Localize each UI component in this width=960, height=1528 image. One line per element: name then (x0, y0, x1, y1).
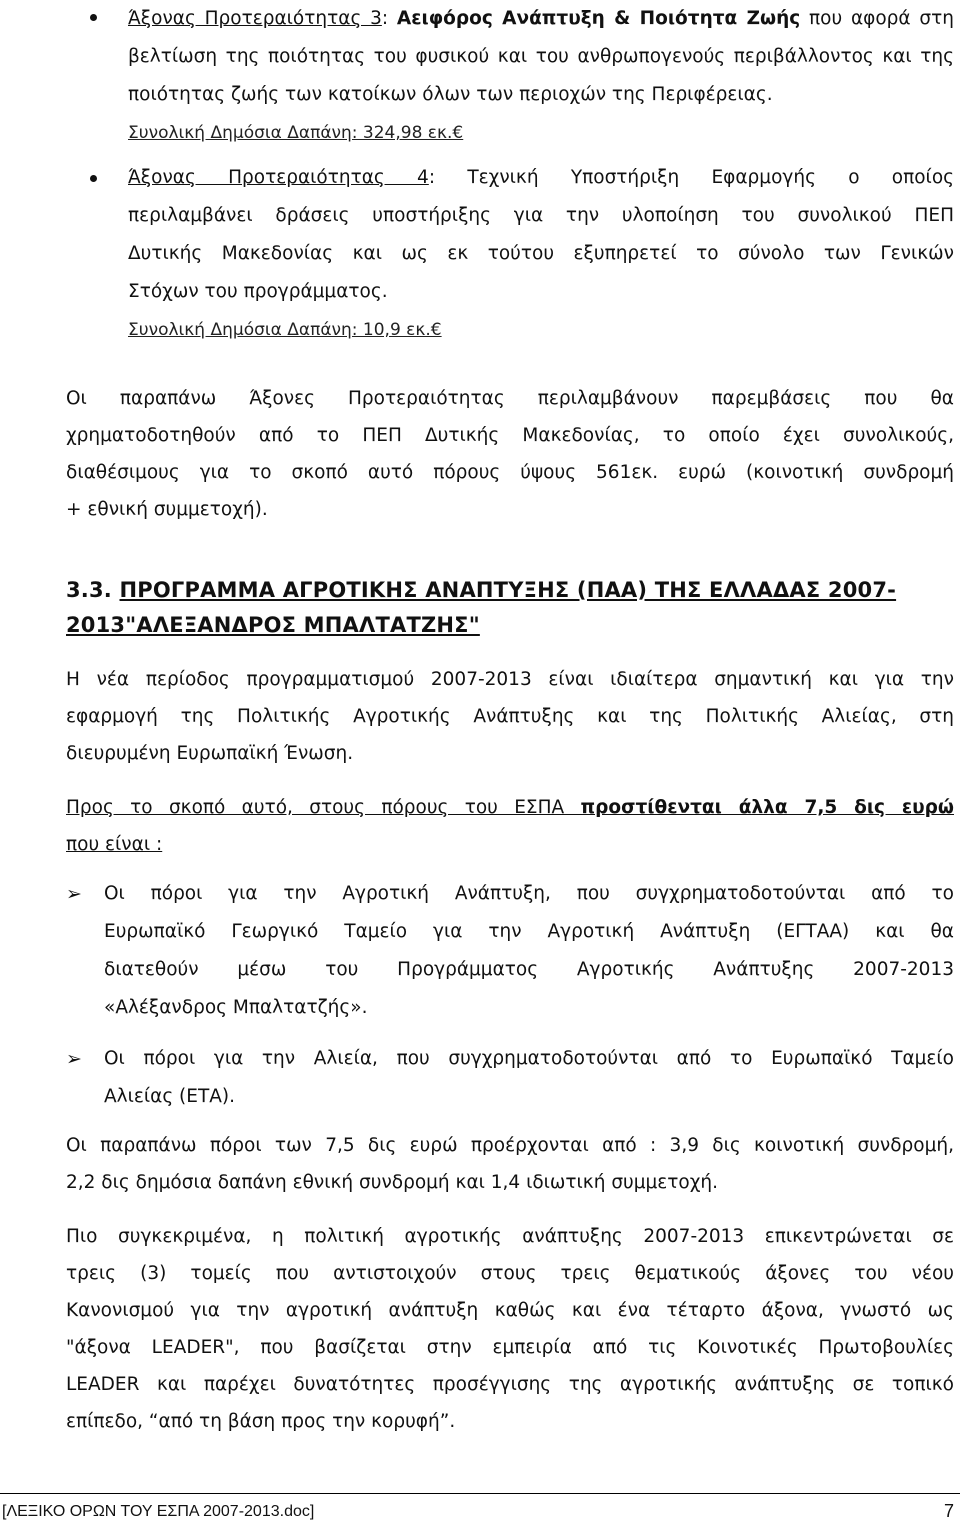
resource-item-fisheries: ➢ Οι πόροι για την Αλιεία, που συγχρηματοδοτούνται από το Ευρωπαϊκό Ταμείο Αλιείας (ΕΤΑ). (66, 1040, 954, 1116)
axis-3-title: Αειφόρος Ανάπτυξη & Ποιότητα Ζωής (396, 8, 801, 29)
arrow-bullet-icon: ➢ (66, 1048, 82, 1070)
axis-4-label: Άξονας Προτεραιότητας 4 (128, 167, 429, 188)
axis-4-item (90, 159, 954, 349)
paragraph-espa-resources: Προς το σκοπό αυτό, στους πόρους του ΕΣΠΑ προστίθενται άλλα 7,5 δις ευρώ που είναι : (66, 797, 954, 855)
page-footer (0, 1493, 960, 1528)
page-number: 7 (943, 1501, 954, 1521)
axis-3-item (90, 0, 954, 152)
section-number: 3.3. (66, 578, 112, 602)
section-heading (66, 573, 956, 643)
paragraph-funding-breakdown: Οι παραπάνω πόροι των 7,5 δις ευρώ προέρχονται από : 3,9 δις κοινοτική συνδρομή, 2,2 δις δημόσια δαπάνη εθνική συνδρομή και 1,4 ιδιωτική συμμετοχή. (66, 1135, 954, 1193)
bullet-dot-icon (90, 175, 97, 182)
footer-filename: [ΛΕΞΙΚΟ ΟΡΩΝ ΤΟΥ ΕΣΠΑ 2007-2013.doc] (2, 1503, 315, 1520)
axis-3-summary: Συνολική Δημόσια Δαπάνη: 324,98 εκ.€ (128, 123, 464, 143)
axis-3-text: Άξονας Προτεραιότητας 3: Αειφόρος Ανάπτυξη & Ποιότητα Ζωής που αφορά στη βελτίωση της ποιότητας του φυσικού και του ανθρωπογενούς περιβάλλοντος και της ποιότητας ζωής των κατοίκων όλων των περιοχών της Περιφέρειας. Συνολική Δημόσια Δαπάνη: 324,98 εκ.€ (128, 0, 954, 152)
axis-4-text: Άξονας Προτεραιότητας 4: Τεχνική Υποστήριξη Εφαρμογής ο οποίος περιλαμβάνει δράσεις υποστήριξης για την υλοποίηση του συνολικού ΠΕΠ Δυτικής Μακεδονίας και ως εκ τούτου εξυπηρετεί το σύνολο των Γενικών Στόχων του προγράμματος. Συνολική Δημόσια Δαπάνη: 10,9 εκ.€ (128, 159, 954, 349)
arrow-bullet-icon: ➢ (66, 883, 82, 905)
resource-item-rural: ➢ Οι πόροι για την Αγροτική Ανάπτυξη, που συγχρηματοδοτούνται από το Ευρωπαϊκό Γεωργικό Ταμείο για την Αγροτική Ανάπτυξη (ΕΓΤΑΑ) και θα διατεθούν μέσω του Προγράμματος Αγροτικής Ανάπτυξης 2007-2013 «Αλέξανδρος Μπαλτατζής». (66, 875, 954, 1027)
section-title-line-1: ΠΡΟΓΡΑΜΜΑ ΑΓΡΟΤΙΚΗΣ ΑΝΑΠΤΥΞΗΣ (ΠΑΑ) ΤΗΣ ΕΛΛΑΔΑΣ 2007- (119, 578, 897, 602)
axis-4-summary: Συνολική Δημόσια Δαπάνη: 10,9 εκ.€ (128, 320, 442, 340)
axis-3-label: Άξονας Προτεραιότητας 3 (128, 8, 382, 29)
paragraph-new-period: Η νέα περίοδος προγραμματισμού 2007-2013 είναι ιδιαίτερα σημαντική και για την εφαρμογή της Πολιτικής Αγροτικής Ανάπτυξης και της Πολιτικής Αλιείας, στη διευρυμένη Ευρωπαϊκή Ένωση. (66, 669, 954, 764)
bullet-dot-icon (90, 14, 97, 21)
paragraph-rural-policy: Πιο συγκεκριμένα, η πολιτική αγροτικής ανάπτυξης 2007-2013 επικεντρώνεται σε τρεις (3) τομείς που αντιστοιχούν στους τρεις θεματικούς άξονες του νέου Κανονισμού για την αγροτική ανάπτυξη καθώς και ένα τέταρτο άξονα, γνωστό ως "άξονα LEADER", που βασίζεται στην εμπειρία από τις Κοινοτικές Πρωτοβουλίες LEADER και παρέχει δυνατότητες προσέγγισης της αγροτικής ανάπτυξης σε τοπικό επίπεδο, “από τη βάση προς την κορυφή”. (66, 1226, 954, 1432)
section-title-line-2: 2013"ΑΛΕΞΑΝΔΡΟΣ ΜΠΑΛΤΑΤΖΗΣ" (66, 613, 480, 637)
footer-divider (0, 1493, 960, 1494)
paragraph-axes-funding: Οι παραπάνω Άξονες Προτεραιότητας περιλαμβάνουν παρεμβάσεις που θα χρηματοδοτηθούν από το ΠΕΠ Δυτικής Μακεδονίας, το οποίο έχει συνολικούς, διαθέσιμους για το σκοπό αυτό πόρους ύψους 561εκ. ευρώ (κοινοτική συνδρομή + εθνική συμμετοχή). (66, 388, 954, 520)
espa-highlight: προστίθενται άλλα 7,5 δις ευρώ (580, 797, 954, 818)
